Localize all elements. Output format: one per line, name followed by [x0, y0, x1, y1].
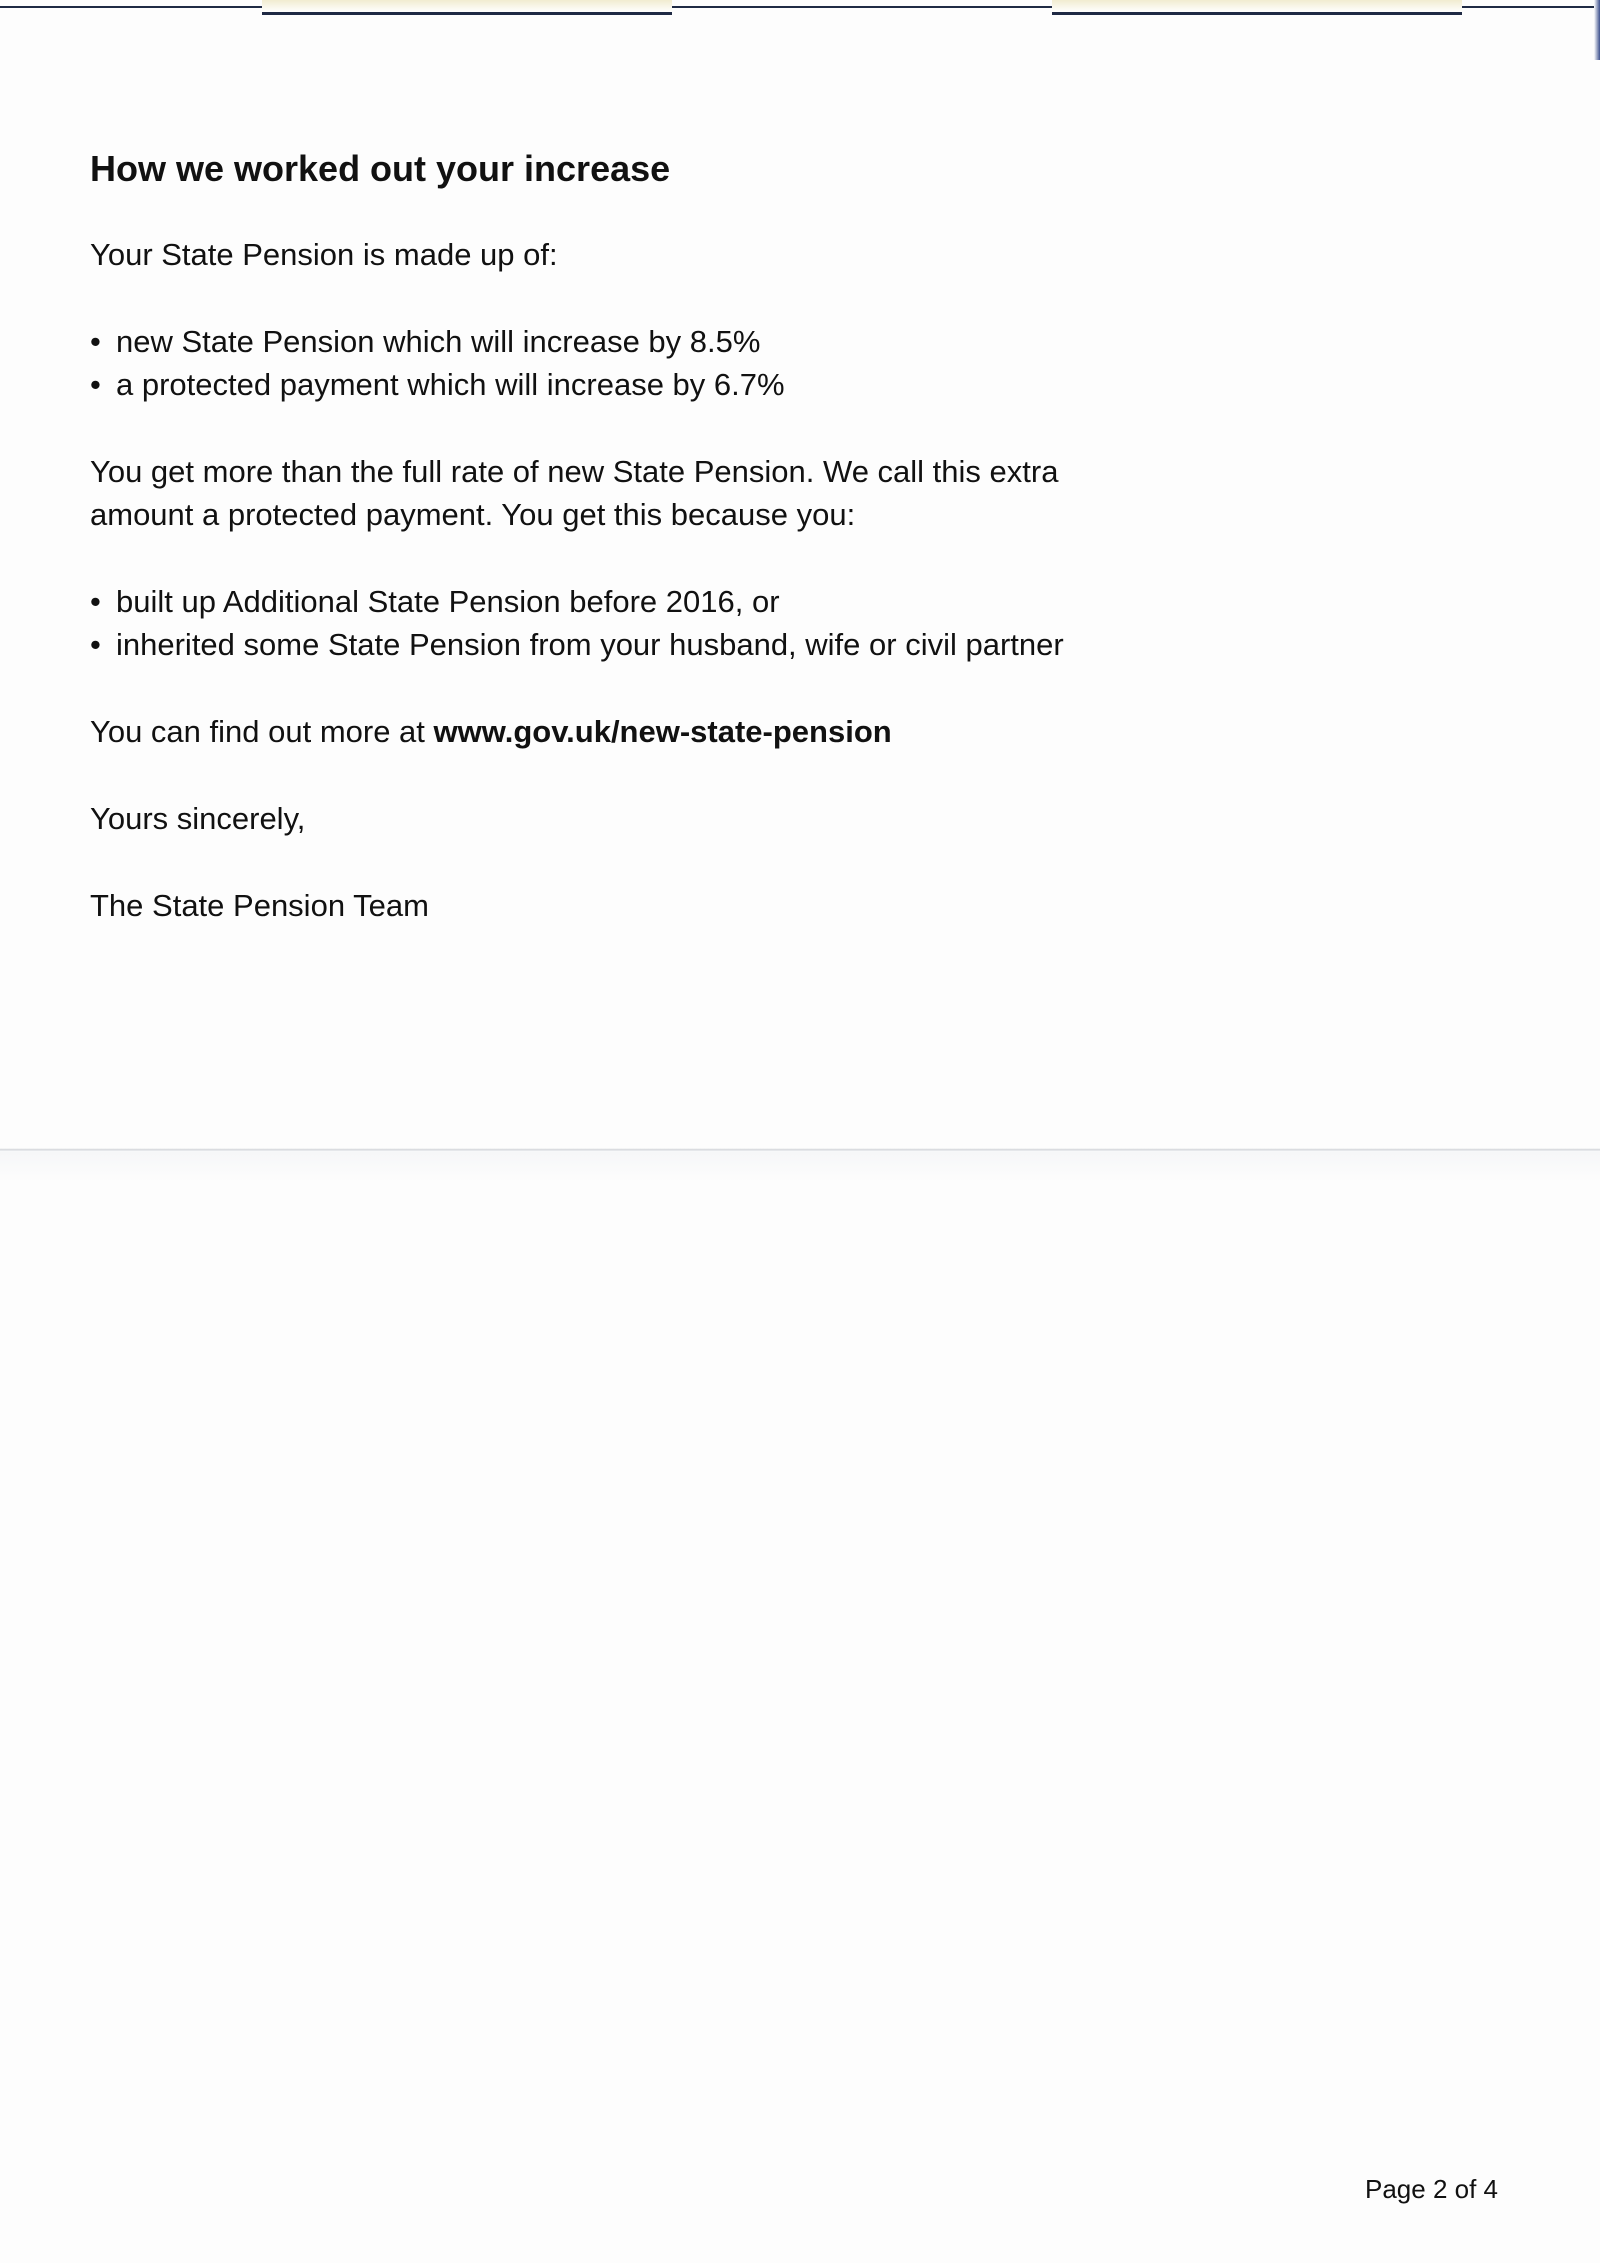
protected-payment-explanation: You get more than the full rate of new State Pension. We call this extra amount a protected payment. You get this because you: — [90, 454, 1059, 532]
letter-body — [90, 145, 1110, 927]
envelope-window-edge-right — [1052, 0, 1462, 15]
intro-text: Your State Pension is made up of: — [90, 237, 558, 272]
list-item: • a protected payment which will increase by 6.7% — [90, 363, 1110, 406]
find-out-more-paragraph — [90, 710, 1110, 753]
list-item: • new State Pension which will increase by 8.5% — [90, 320, 1110, 363]
page-number: Page 2 of 4 — [1365, 2174, 1498, 2204]
envelope-window-edge-left — [262, 0, 672, 15]
sign-off: Yours sincerely, — [90, 801, 306, 836]
reasons-list — [90, 580, 1110, 666]
section-heading: How we worked out your increase — [90, 148, 671, 189]
scan-right-edge — [1594, 0, 1600, 60]
list-item: • built up Additional State Pension before 2016, or — [90, 580, 1110, 623]
pension-components-list — [90, 320, 1110, 406]
gov-uk-link[interactable]: www.gov.uk/new-state-pension — [433, 714, 892, 749]
paper-fold-shadow — [0, 1152, 1600, 1182]
signatory: The State Pension Team — [90, 888, 429, 923]
find-out-more-text: You can find out more at — [90, 714, 425, 749]
list-item: • inherited some State Pension from your husband, wife or civil partner — [90, 623, 1110, 666]
